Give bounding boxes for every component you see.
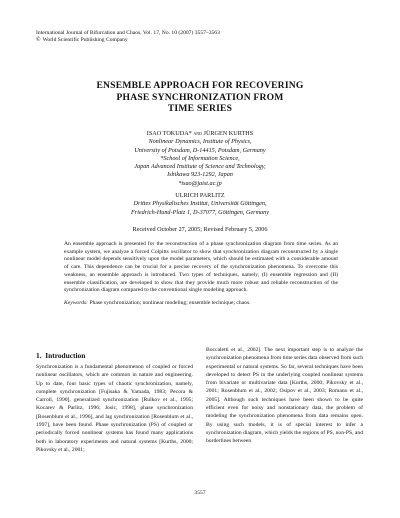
affiliation-2 xyxy=(40,155,360,188)
intro-paragraph-left: Synchronization is a fundamental phenomenon of coupled or forced nonlinear oscillators, which are common in nature and engineering. Up to date, four basic types of chaotic synchronization, namely, complete synchronization [Fujisaka & Yamada, 1983; Pecora & Carroll, 1990], generalized synchronization [Rulkov et al., 1995; Kocarev & Parlitz, 1996; Josic, 1998], phase synchronization [Rosenblum et al., 1996], and lag synchronization [Rosenblum et al., 1997], have been found. Phase synchronization (PS) of coupled or periodically forced nonlinear systems has found many applications both in laboratory experiments and natural systems [Kurths, 2000; Pikovsky et al., 2001; xyxy=(36,364,193,453)
affiliation-1 xyxy=(40,138,360,155)
title-line-3: TIME SERIES xyxy=(167,103,233,114)
affiliation-3-line-2: Friedrich-Hund-Platz 1, D-37077, Göttingen, Germany xyxy=(131,208,269,216)
column-right xyxy=(206,346,363,446)
section-heading xyxy=(36,351,85,360)
title-line-2: PHASE SYNCHRONIZATION FROM xyxy=(116,91,284,103)
page-number: 3557 xyxy=(194,490,206,496)
affiliation-2-line-3: Ishikawa 923-1292, Japan xyxy=(167,171,233,179)
section-number: 1. xyxy=(36,351,42,360)
keywords-list: Phase synchronization; nonlinear modeling; ensemble technique; chaos. xyxy=(89,299,251,306)
abstract xyxy=(64,241,338,308)
author-names-2: ULRICH PARLITZ xyxy=(175,192,225,200)
abstract-text: An ensemble approach is presented for the reconstruction of a phase synchronization diagram from time series. As an example system, we analyze a forced Colpitts oscillator to show that synchronization diagram reconstructed by a single nonlinear model depends sensitively upon the model parameters, which should be estimated with a considerable amount of care. This dependence can be crucial for a precise recovery of the synchronization phenomena. To overcome this weakness, an ensemble approach is introduced. Two types of techniques, namely, (I) ensemble regression and (II) ensemble classification, are developed to show that they provide much more robust and reliable reconstruction of the synchronization diagram compared to the conventional single modeling approach. xyxy=(64,241,338,294)
publisher-row xyxy=(36,37,220,44)
paper-title xyxy=(40,80,360,115)
journal-citation: International Journal of Bifurcation and Chaos, Vol. 17, No. 10 (2007) 3557–3563 xyxy=(36,30,220,36)
affiliation-3 xyxy=(40,200,360,217)
affiliation-3-line-1: Drittes Physikalisches Institut, Universität Göttingen, xyxy=(133,200,267,208)
received-dates: Received October 27, 2005; Revised February 5, 2006 xyxy=(132,225,268,233)
copyright-icon: © xyxy=(36,37,41,43)
journal-header xyxy=(36,30,220,44)
affiliation-2-line-2: Japan Advanced Institute of Science and Technology, xyxy=(134,163,266,171)
title-line-1: ENSEMBLE APPROACH FOR RECOVERING xyxy=(96,80,304,91)
keywords xyxy=(64,300,338,308)
author-block xyxy=(40,130,360,234)
intro-paragraph-right: Boccaletti et al., 2002]. The next important step is to analyze the synchronization phenomena from time series data observed from such experimental or natural systems. So far, several techniques have been developed to detect PS in the underlying coupled nonlinear systems from bivariate or multivariate data [Kurths, 2000; Pikovsky et al., 2001; Rosenblum et al., 2002; Osipov et al., 2003; Romano et al., 2005]. Although such techniques have been shown to be quite efficient even for noisy and nonstationary data, the problem of modeling the synchronization phenomena from data remains open. By using such models, it is of special interest to infer a synchronization diagram, which yields the regions of PS, non-PS, and borderlines between xyxy=(206,347,363,445)
author-names-1: ISAO TOKUDA* and JÜRGEN KURTHS xyxy=(146,130,254,137)
author-email: *isao@jaist.ac.jp xyxy=(178,179,222,187)
publisher-name: World Scientific Publishing Company xyxy=(42,37,128,43)
section-title: Introduction xyxy=(45,351,86,360)
affiliation-1-line-1: Nonlinear Dynamics, Institute of Physics, xyxy=(148,138,252,146)
keywords-label: Keywords: xyxy=(64,299,89,306)
column-left xyxy=(36,363,193,454)
affiliation-1-line-2: University of Potsdam, D-14415, Potsdam, Germany xyxy=(134,146,266,154)
affiliation-2-line-1: *School of Information Science, xyxy=(160,154,240,162)
title-block xyxy=(40,80,360,115)
